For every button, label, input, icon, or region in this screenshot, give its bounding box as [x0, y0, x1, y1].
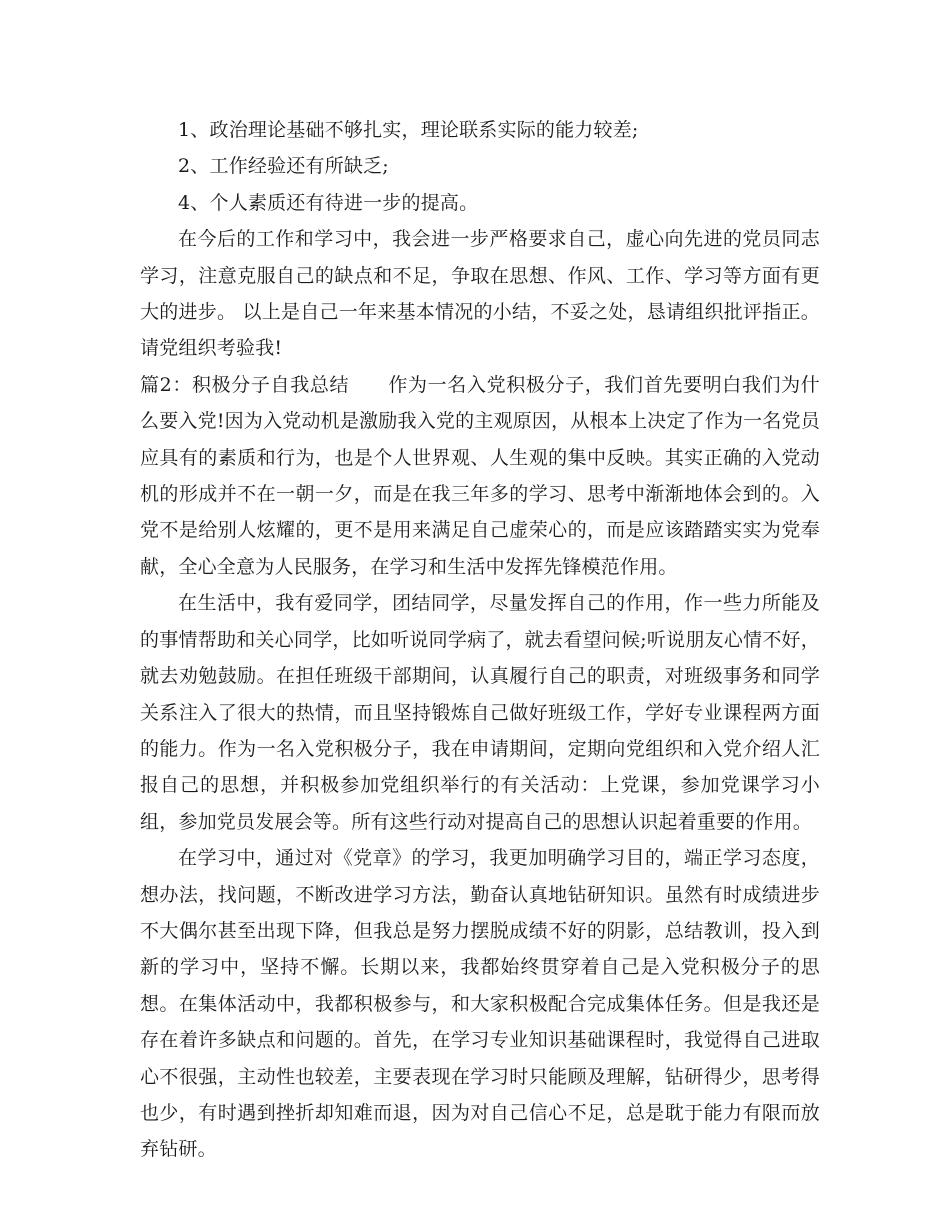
list-item-1: 1、政治理论基础不够扎实，理论联系实际的能力较差; — [178, 119, 639, 141]
list-item-4: 4、个人素质还有待进一步的提高。 — [178, 191, 479, 214]
document-body — [140, 112, 820, 1168]
paragraph-section-2-intro: 篇2：积极分子自我总结 作为一名入党积极分子，我们首先要明白我们为什么要入党!因为入党动机是激励我入党的主观原因，从根本上决定了作为一名党员应具有的素质和行为，也是个人世界观、人生观的集中反映。其实正确的入党动机的形成并不在一朝一夕，而是在我三年多的学习、思考中渐渐地体会到的。入党不是给别人炫耀的，更不是用来满足自己虚荣心的，而是应该踏踏实实为党奉献，全心全意为人民服务，在学习和生活中发挥先锋模范作用。 — [140, 373, 820, 578]
paragraph-life: 在生活中，我有爱同学，团结同学，尽量发挥自己的作用，作一些力所能及的事情帮助和关心同学，比如听说同学病了，就去看望问候;听说朋友心情不好，就去劝勉鼓励。在担任班级干部期间，认真履行自己的职责，对班级事务和同学关系注入了很大的热情，而且坚持锻炼自己做好班级工作，学好专业课程两方面的能力。作为一名入党积极分子，我在申请期间，定期向党组织和入党介绍人汇报自己的思想，并积极参加党组织举行的有关活动：上党课，参加党课学习小组，参加党员发展会等。所有这些行动对提高自己的思想认识起着重要的作用。 — [140, 592, 820, 833]
paragraph-study: 在学习中，通过对《党章》的学习，我更加明确学习目的，端正学习态度，想办法，找问题，不断改进学习方法，勤奋认真地钻研知识。虽然有时成绩进步不大偶尔甚至出现下降，但我总是努力摆脱成绩不好的阴影，总结教训，投入到新的学习中，坚持不懈。长期以来，我都始终贯穿着自己是入党积极分子的思想。在集体活动中，我都积极参与，和大家积极配合完成集体任务。但是我还是存在着许多缺点和问题的。首先，在学习专业知识基础课程时，我觉得自己进取心不很强，主动性也较差，主要表现在学习时只能顾及理解，钻研得少，思考得也少，有时遇到挫折却知难而退，因为对自己信心不足，总是耽于能力有限而放弃钻研。 — [140, 847, 820, 1161]
paragraph-future-commitment: 在今后的工作和学习中，我会进一步严格要求自己，虚心向先进的党员同志学习，注意克服自己的缺点和不足，争取在思想、作风、工作、学习等方面有更大的进步。 以上是自己一年来基本情况的小结，不妥之处，恳请组织批评指正。请党组织考验我! — [140, 228, 820, 360]
list-item-2: 2、工作经验还有所缺乏; — [178, 155, 389, 178]
